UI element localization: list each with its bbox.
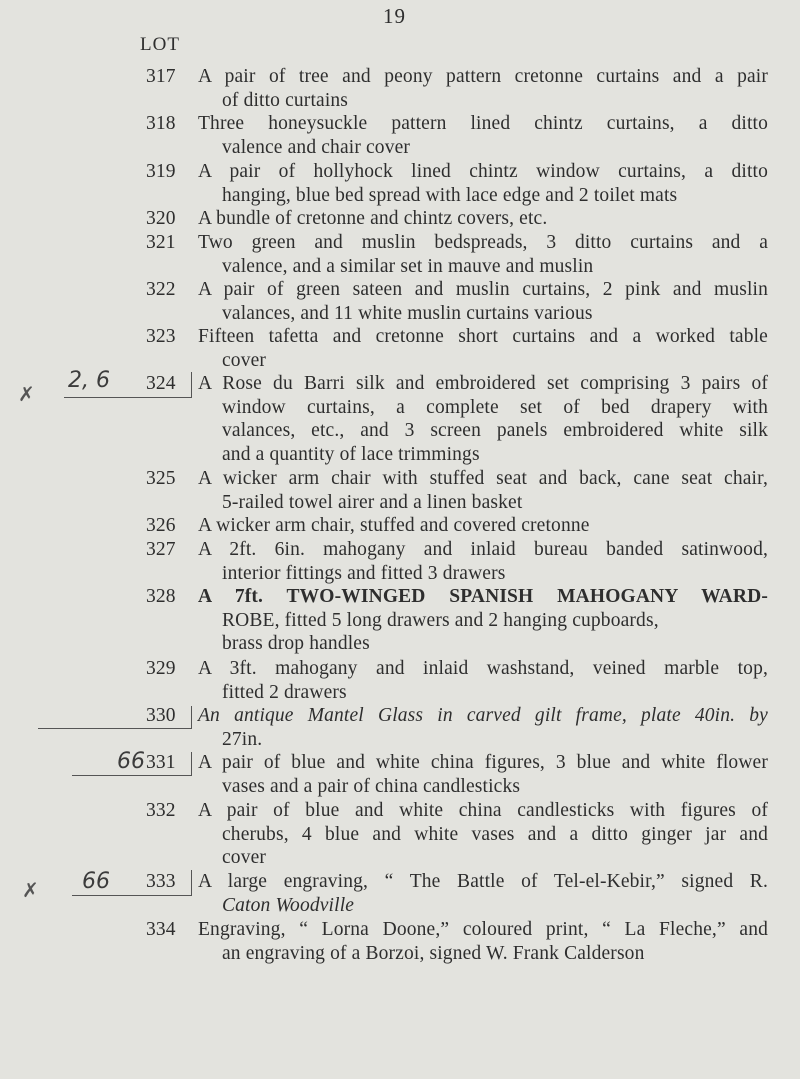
lot-number: 326 bbox=[146, 515, 176, 536]
lot-description bbox=[198, 751, 768, 798]
lot-number: 319 bbox=[146, 161, 176, 182]
lot-line: Fifteen tafetta and cretonne short curtains and a worked table bbox=[198, 326, 768, 347]
lot-line: of ditto curtains bbox=[222, 89, 349, 111]
lot-description bbox=[198, 585, 768, 656]
annotation-bracket bbox=[191, 752, 192, 775]
lot-number: 334 bbox=[146, 919, 176, 940]
lot-line: A pair of tree and peony pattern cretonne curtains and a pair bbox=[198, 66, 768, 87]
annotation-bracket bbox=[191, 372, 192, 397]
lot-description bbox=[198, 207, 768, 231]
lot-line: fitted 2 drawers bbox=[222, 681, 347, 703]
handwritten-price-annotation: 66 bbox=[117, 749, 145, 774]
handwritten-price-annotation: 66 bbox=[82, 869, 110, 894]
handwritten-price-annotation: 2, 6 bbox=[68, 368, 110, 393]
lot-line: A 3ft. mahogany and inlaid washstand, veined marble top, bbox=[198, 658, 768, 679]
lot-number: 330 bbox=[146, 705, 176, 726]
lot-description bbox=[198, 112, 768, 159]
lot-line: A wicker arm chair with stuffed seat and back, cane seat chair, bbox=[198, 468, 768, 489]
lot-line: A Rose du Barri silk and embroidered set comprising 3 pairs of bbox=[198, 373, 768, 394]
lot-description bbox=[198, 325, 768, 372]
lot-number: 327 bbox=[146, 539, 176, 560]
lot-description bbox=[198, 538, 768, 585]
lot-line: A 7ft. TWO-WINGED SPANISH MAHOGANY WARD- bbox=[198, 586, 768, 607]
lot-line: 27in. bbox=[222, 728, 263, 750]
lot-number: 332 bbox=[146, 800, 176, 821]
lot-description bbox=[198, 514, 768, 538]
lot-description bbox=[198, 799, 768, 870]
lot-line: valence, and a similar set in mauve and muslin bbox=[222, 255, 594, 277]
lot-description bbox=[198, 704, 768, 751]
lot-line: Three honeysuckle pattern lined chintz curtains, a ditto bbox=[198, 113, 768, 134]
lot-number: 324 bbox=[146, 373, 176, 394]
lot-number: 329 bbox=[146, 658, 176, 679]
lot-description bbox=[198, 467, 768, 514]
lot-number: 322 bbox=[146, 279, 176, 300]
lot-line: valances, and 11 white muslin curtains various bbox=[222, 302, 593, 324]
lot-number: 318 bbox=[146, 113, 176, 134]
lot-line: hanging, blue bed spread with lace edge and 2 toilet mats bbox=[222, 184, 678, 206]
lot-line: an engraving of a Borzoi, signed W. Frank Calderson bbox=[222, 942, 645, 964]
annotation-underline bbox=[38, 728, 192, 729]
margin-cross-mark: ✗ bbox=[18, 382, 35, 406]
lot-line: A pair of blue and white china candlesticks with figures of bbox=[198, 800, 768, 821]
lot-line: Engraving, “ Lorna Doone,” coloured print, “ La Fleche,” and bbox=[198, 919, 768, 940]
lot-line: A bundle of cretonne and chintz covers, etc. bbox=[198, 208, 548, 229]
lot-description bbox=[198, 65, 768, 112]
lot-line: A pair of hollyhock lined chintz window curtains, a ditto bbox=[198, 161, 768, 182]
lot-line: A pair of blue and white china figures, 3 blue and white flower bbox=[198, 752, 768, 773]
lot-line: window curtains, a complete set of bed drapery with bbox=[222, 396, 768, 418]
lot-line: and a quantity of lace trimmings bbox=[222, 443, 480, 465]
lot-line: brass drop handles bbox=[222, 633, 370, 655]
lot-description bbox=[198, 657, 768, 704]
annotation-bracket bbox=[191, 706, 192, 728]
annotation-underline bbox=[64, 397, 192, 398]
lot-description bbox=[198, 278, 768, 325]
lot-number: 321 bbox=[146, 232, 176, 253]
lot-line: vases and a pair of china candlesticks bbox=[222, 775, 521, 797]
page-number: 19 bbox=[383, 4, 406, 28]
annotation-bracket bbox=[191, 870, 192, 895]
lot-description bbox=[198, 231, 768, 278]
lot-line: cover bbox=[222, 847, 267, 869]
lot-number: 328 bbox=[146, 586, 176, 607]
lot-line: A 2ft. 6in. mahogany and inlaid bureau banded satinwood, bbox=[198, 539, 768, 560]
lot-line: Caton Woodville bbox=[222, 894, 355, 916]
annotation-underline bbox=[72, 775, 192, 776]
lot-description bbox=[198, 372, 768, 466]
lot-line: interior fittings and fitted 3 drawers bbox=[222, 562, 506, 584]
lot-number: 325 bbox=[146, 468, 176, 489]
lot-description bbox=[198, 918, 768, 965]
lot-line: Two green and muslin bedspreads, 3 ditto curtains and a bbox=[198, 232, 768, 253]
lot-line: cherubs, 4 blue and white vases and a ditto ginger jar and bbox=[222, 823, 768, 845]
lot-number: 333 bbox=[146, 871, 176, 892]
lot-number: 317 bbox=[146, 66, 176, 87]
lot-line: valence and chair cover bbox=[222, 136, 411, 158]
lot-line: ROBE, fitted 5 long drawers and 2 hanging cupboards, bbox=[222, 609, 659, 631]
lot-line: cover bbox=[222, 349, 267, 371]
lot-line: 5-railed towel airer and a linen basket bbox=[222, 491, 523, 513]
lot-description bbox=[198, 870, 768, 917]
lot-number: 323 bbox=[146, 326, 176, 347]
lot-line: A wicker arm chair, stuffed and covered cretonne bbox=[198, 515, 590, 536]
lot-column-header: LOT bbox=[140, 34, 180, 55]
annotation-underline bbox=[72, 895, 192, 896]
lot-line: valances, etc., and 3 screen panels embroidered white silk bbox=[222, 420, 768, 442]
lot-description bbox=[198, 160, 768, 207]
margin-cross-mark: ✗ bbox=[22, 878, 39, 902]
lot-line: A large engraving, “ The Battle of Tel-el-Kebir,” signed R. bbox=[198, 871, 768, 892]
lot-line: An antique Mantel Glass in carved gilt frame, plate 40in. by bbox=[198, 705, 768, 726]
lot-number: 320 bbox=[146, 208, 176, 229]
lot-line: A pair of green sateen and muslin curtains, 2 pink and muslin bbox=[198, 279, 768, 300]
lot-number: 331 bbox=[146, 752, 176, 773]
